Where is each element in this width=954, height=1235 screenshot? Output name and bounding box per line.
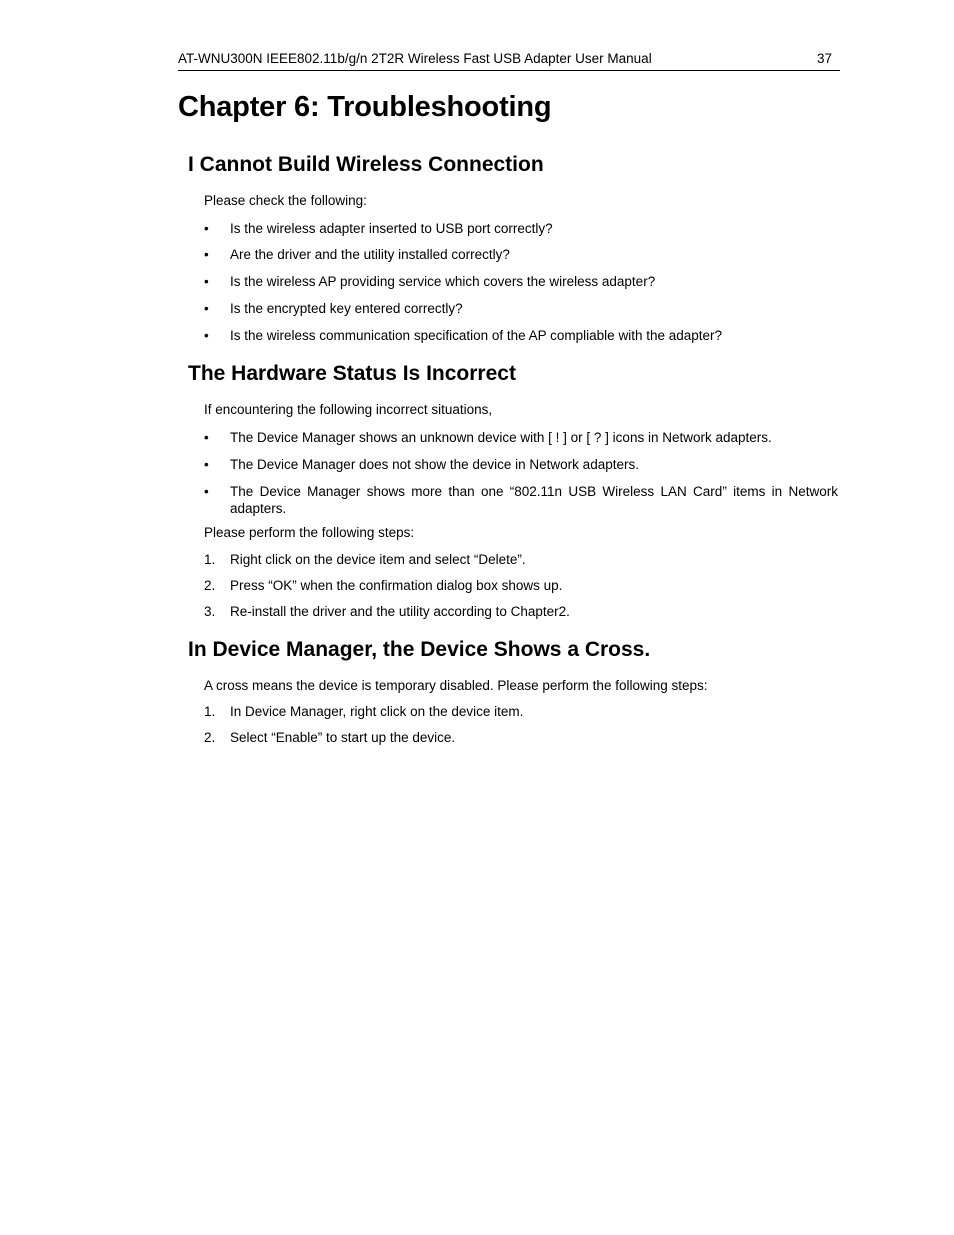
bullet-text: Is the wireless adapter inserted to USB port correctly? xyxy=(230,221,553,236)
bullet-text: Is the wireless communication specification of the AP compliable with the adapter? xyxy=(230,328,723,343)
step-text: Select “Enable” to start up the device. xyxy=(230,730,456,745)
bullet-symbol: • xyxy=(204,274,209,289)
bullet-item xyxy=(204,300,838,317)
page-number: 37 xyxy=(816,51,832,66)
bullet-item xyxy=(204,246,838,263)
section-intro: A cross means the device is temporary disabled. Please perform the following steps: xyxy=(204,678,708,693)
section-intro: If encountering the following incorrect situations, xyxy=(204,402,493,417)
bullet-symbol: • xyxy=(204,328,209,343)
bullet-symbol: • xyxy=(204,457,209,472)
running-header xyxy=(178,50,840,71)
step-item xyxy=(204,551,838,568)
step-text: Re-install the driver and the utility according to Chapter2. xyxy=(230,604,570,619)
bullet-symbol: • xyxy=(204,484,209,499)
bullet-item xyxy=(204,429,838,446)
step-item xyxy=(204,703,838,720)
bullet-text: Is the wireless AP providing service which covers the wireless adapter? xyxy=(230,274,656,289)
bullet-item xyxy=(204,220,838,237)
step-item xyxy=(204,577,838,594)
bullet-text: The Device Manager shows an unknown device with [ ! ] or [ ? ] icons in Network adapters. xyxy=(230,430,772,445)
bullet-symbol: • xyxy=(204,221,209,236)
step-item xyxy=(204,603,838,620)
section-heading-hardware-status: The Hardware Status Is Incorrect xyxy=(188,362,516,385)
step-text: Press “OK” when the confirmation dialog box shows up. xyxy=(230,578,563,593)
section-heading-wireless-connection: I Cannot Build Wireless Connection xyxy=(188,153,544,176)
bullet-item xyxy=(204,327,838,344)
step-number: 3. xyxy=(204,604,216,619)
step-text: In Device Manager, right click on the device item. xyxy=(230,704,524,719)
bullet-text: Are the driver and the utility installed correctly? xyxy=(230,247,510,262)
bullet-symbol: • xyxy=(204,247,209,262)
step-number: 1. xyxy=(204,552,216,567)
bullet-item xyxy=(204,456,838,473)
steps-intro: Please perform the following steps: xyxy=(204,525,415,540)
section-intro: Please check the following: xyxy=(204,193,367,208)
section-heading-device-cross: In Device Manager, the Device Shows a Cross. xyxy=(188,638,651,661)
step-number: 2. xyxy=(204,730,216,745)
bullet-text: Is the encrypted key entered correctly? xyxy=(230,301,463,316)
bullet-symbol: • xyxy=(204,301,209,316)
bullet-text: The Device Manager does not show the device in Network adapters. xyxy=(230,457,639,472)
bullet-text: The Device Manager shows more than one “802.11n USB Wireless LAN Card” items in Network adapters. xyxy=(230,484,838,516)
manual-title: AT-WNU300N IEEE802.11b/g/n 2T2R Wireless Fast USB Adapter User Manual xyxy=(178,51,652,66)
step-number: 1. xyxy=(204,704,216,719)
bullet-item xyxy=(204,483,838,517)
bullet-symbol: • xyxy=(204,430,209,445)
step-text: Right click on the device item and select “Delete”. xyxy=(230,552,526,567)
chapter-title: Chapter 6: Troubleshooting xyxy=(178,91,552,123)
step-number: 2. xyxy=(204,578,216,593)
step-item xyxy=(204,729,838,746)
bullet-item xyxy=(204,273,838,290)
